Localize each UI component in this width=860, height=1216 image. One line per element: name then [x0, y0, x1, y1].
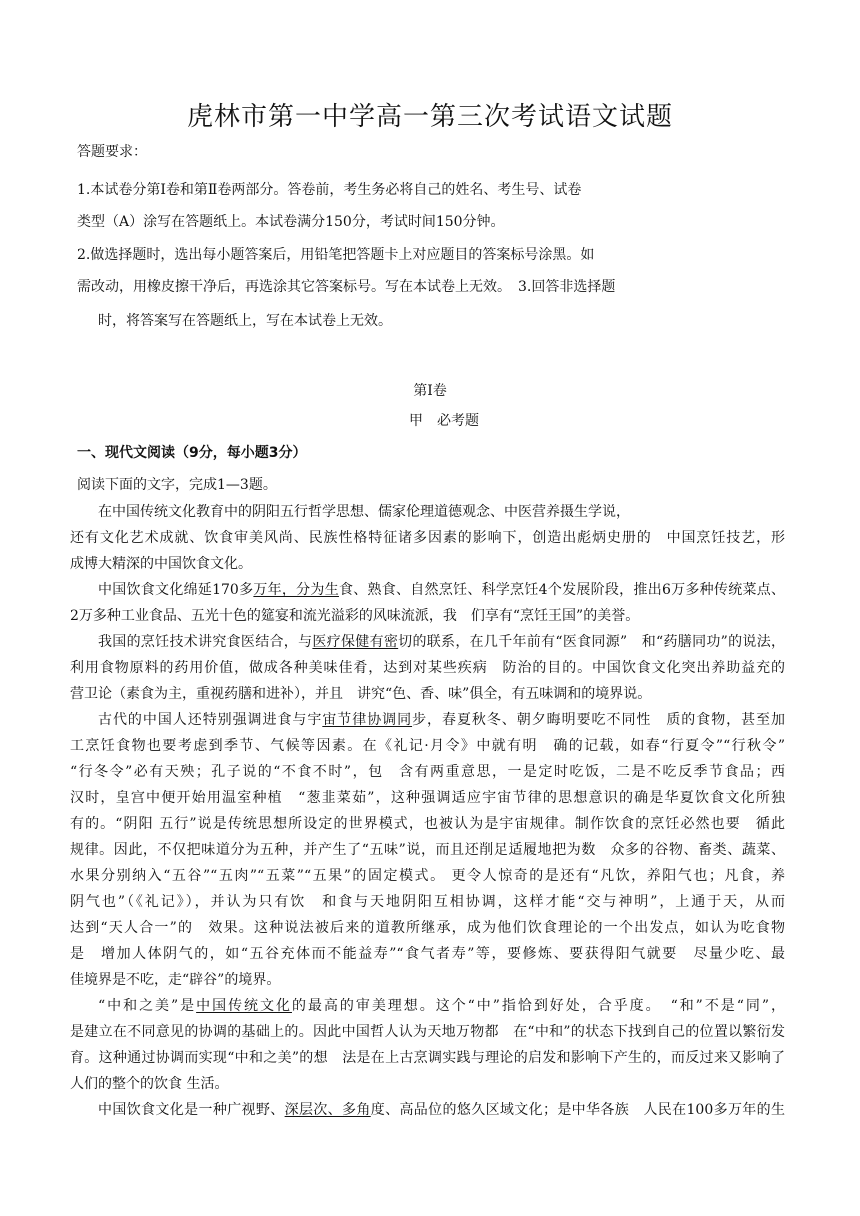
passage-line: 还有文化艺术成就、饮食审美风尚、民族性格特征诸多因素的影响下，创造出彪炳史册的 中国烹饪技艺，形 — [70, 530, 785, 546]
passage-line: 人们的整个的饮食 生活。 — [70, 1076, 229, 1092]
passage-line: 成博大精深的中国饮食文化。 — [70, 556, 252, 572]
passage-line: 中国饮食文化绵延170多万年，分为生食、熟食、自然烹饪、科学烹饪4个发展阶段，推出6万多种传统菜点、 — [98, 582, 785, 598]
instructions-label: 答题要求： — [77, 144, 147, 160]
reading-prompt: 阅读下面的文字，完成1—3题。 — [77, 477, 277, 493]
instruction-line: 时，将答案写在答题纸上，写在本试卷上无效。 — [98, 313, 392, 329]
passage-line: 中国饮食文化是一种广视野、深层次、多角度、高品位的悠久区域文化；是中华各族 人民在100多万年的生 — [98, 1102, 786, 1118]
passage-line: 是 增加人体阴气的，如“五谷充体而不能益寿”“食气者寿”等，要修炼、要获得阳气就要 尽量少吃、最 — [70, 946, 785, 962]
passage-line: 达到“天人合一”的 效果。这种说法被后来的道教所继承，成为他们饮食理论的一个出发点，如认为吃食物 — [70, 920, 785, 936]
underlined-text: 中国传统文化 — [196, 998, 292, 1014]
underlined-text: 宙节律协调同 — [322, 712, 413, 728]
passage-line: 我国的烹饪技术讲究食医结合，与医疗保健有密切的联系，在几千年前有“医食同源” 和“药膳同功”的说法， — [98, 634, 786, 650]
part-heading: 一、现代文阅读（9分，每小题3分） — [77, 445, 307, 461]
volume-label: 第Ⅰ卷 — [413, 383, 447, 399]
underlined-text: 医疗保健有密 — [312, 634, 399, 650]
passage-line: 育。这种通过协调而实现“中和之美”的想 法是在上古烹调实践与理论的启发和影响下产生的，而反过来又影响了 — [70, 1050, 785, 1066]
passage-line: 营卫论（素食为主，重视药膳和进补），并且 讲究“色、香、味”俱全，有五味调和的境界说。 — [70, 686, 652, 702]
passage-line: 是建立在不同意见的协调的基础上的。因此中国哲人认为天地万物都 在“中和”的状态下找到自己的位置以繁衍发 — [70, 1024, 785, 1040]
passage-line: 佳境界是不吃，走“辟谷”的境界。 — [70, 972, 281, 988]
passage-line: 2万多种工业食品、五光十色的筵宴和流光溢彩的风味流派，我 们享有“烹饪王国”的美誉。 — [70, 608, 640, 624]
passage-line: 古代的中国人还特别强调进食与宇宙节律协调同步，春夏秋冬、朝夕晦明要吃不同性 质的食物，甚至加 — [98, 712, 786, 728]
passage-line: “行冬令”必有天殃；孔子说的“不食不时”，包 含有两重意思，一是定时吃饭，二是不吃反季节食品；西 — [70, 764, 785, 780]
passage-line: 工烹饪食物也要考虑到季节、气候等因素。在《礼记·月令》中就有明 确的记载，如春“行夏令”“行秋令” — [70, 738, 785, 754]
passage-line: 在中国传统文化教育中的阴阳五行哲学思想、儒家伦理道德观念、中医营养摄生学说， — [98, 504, 630, 520]
passage-line: 规律。因此，不仅把味道分为五种，并产生了“五味”说，而且还削足适履地把为数 众多的谷物、畜类、蔬菜、 — [70, 842, 785, 858]
passage-line: 利用食物原料的药用价值，做成各种美味佳肴，达到对某些疾病 防治的目的。中国饮食文化突出养助益充的 — [70, 660, 785, 676]
passage-line: 汉时，皇宫中便开始用温室种植 “葱韭菜茹”，这种强调适应宇宙节律的思想意识的确是华夏饮食文化所独 — [70, 790, 785, 806]
instruction-line: 类型（A）涂写在答题纸上。本试卷满分150分，考试时间150分钟。 — [77, 214, 505, 230]
passage-line: 阴气也”（《礼记》），并认为只有饮 和食与天地阴阳互相协调，这样才能“交与神明”，上通于天，从而 — [70, 894, 785, 910]
passage-line: 水果分别纳入“五谷”“五肉”“五菜”“五果”的固定模式。 更令人惊奇的是还有“凡饮，养阳气也；凡食，养 — [70, 868, 785, 884]
exam-title: 虎林市第一中学高一第三次考试语文试题 — [186, 102, 673, 132]
passage-line: 有的。“阴阳 五行”说是传统思想所设定的世界模式，也被认为是宇宙规律。制作饮食的烹饪必然也要 循此 — [70, 816, 785, 832]
instruction-line: 1.本试卷分第Ⅰ卷和第Ⅱ卷两部分。答卷前，考生务必将自己的姓名、考生号、试卷 — [77, 182, 582, 198]
underlined-text: 万年，分为生 — [253, 582, 339, 598]
instruction-line: 需改动，用橡皮擦干净后，再选涂其它答案标号。写在本试卷上无效。 3.回答非选择题 — [77, 279, 616, 295]
section-label: 甲 必考题 — [409, 413, 479, 429]
underlined-text: 深层次、多角 — [284, 1102, 371, 1118]
passage-line: “中和之美”是中国传统文化的最高的审美理想。这个“中”指恰到好处，合乎度。 “和”不是“同”， — [98, 998, 785, 1014]
instruction-line: 2.做选择题时，选出每小题答案后，用铅笔把答题卡上对应题目的答案标号涂黑。如 — [77, 247, 595, 263]
